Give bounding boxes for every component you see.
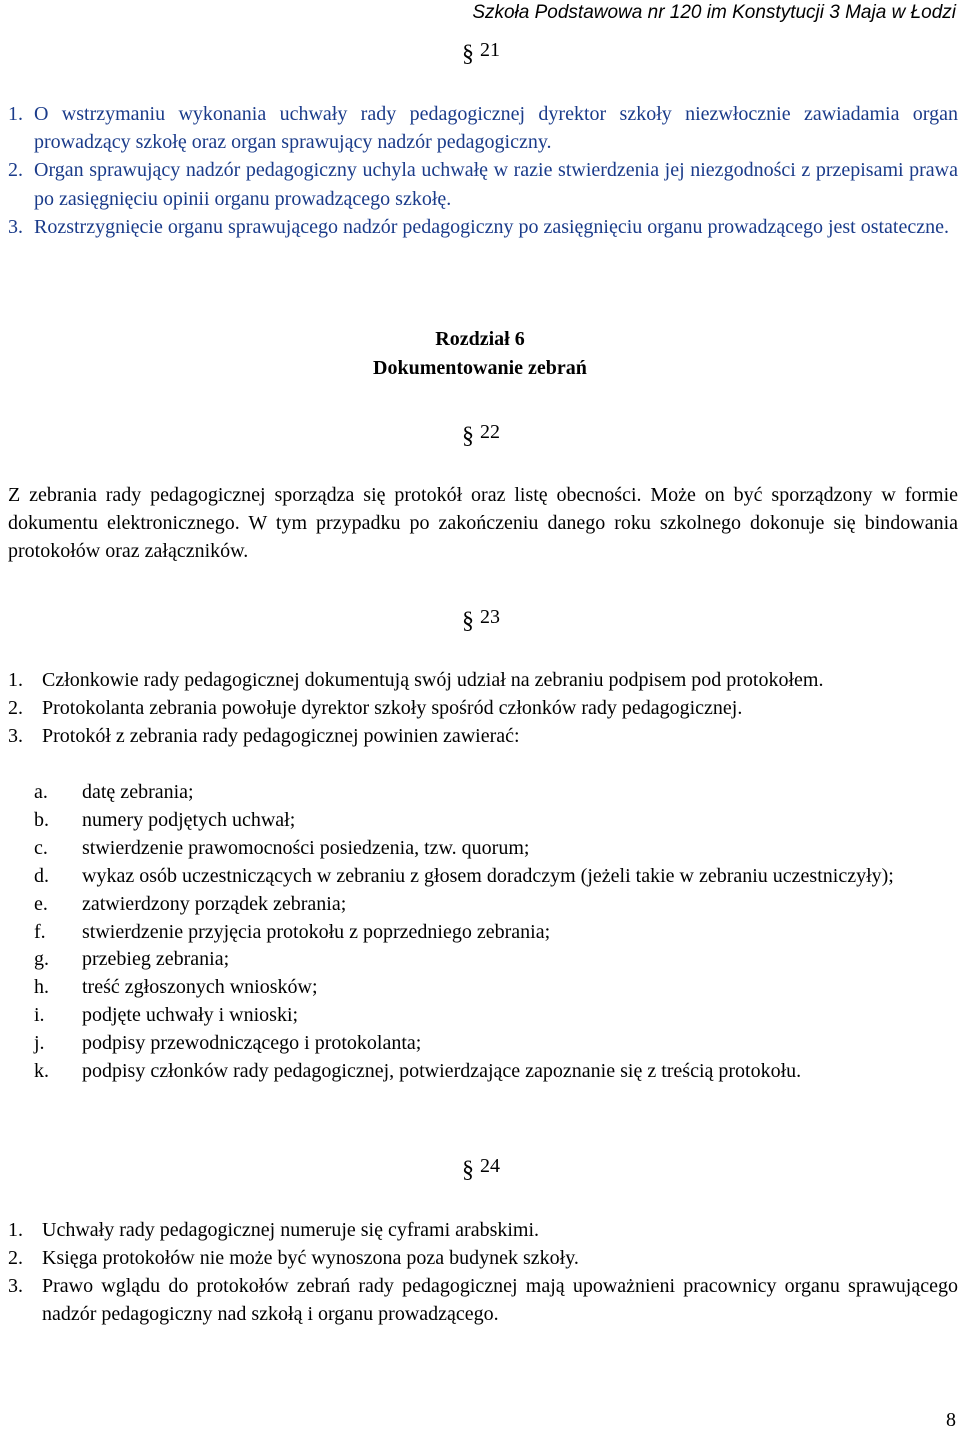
list-item-number: 3. xyxy=(8,215,23,238)
sublist-item xyxy=(8,946,958,974)
sublist-item-text: podpisy przewodniczącego i protokolanta; xyxy=(82,1032,422,1055)
sublist-item xyxy=(8,1030,958,1058)
section-number: 24 xyxy=(480,1155,500,1177)
chapter-title: Dokumentowanie zebrań xyxy=(373,357,587,379)
sublist-item-text: podpisy członków rady pedagogicznej, potwierdzające zapoznanie się z treścią protokołu. xyxy=(82,1060,802,1083)
sublist-item-text: numery podjętych uchwał; xyxy=(82,808,296,831)
list-item xyxy=(8,156,958,212)
list-item-text: Prawo wglądu do protokołów zebrań rady pedagogicznej mają upoważnieni pracownicy organu sprawującego nadzór pedagogiczny nad szkołą i organu prowadzącego. xyxy=(42,1274,958,1325)
list-item-text: Księga protokołów nie może być wynoszona poza budynek szkoły. xyxy=(42,1246,579,1269)
list-item-number: 2. xyxy=(8,1246,23,1269)
list-item-number: 1. xyxy=(8,103,23,125)
sublist-item-text: datę zebrania; xyxy=(82,781,194,803)
list-item xyxy=(8,1245,958,1273)
chapter-number: Rozdział 6 xyxy=(435,328,525,350)
sublist-item-letter: g. xyxy=(34,948,49,971)
list-item xyxy=(8,695,958,723)
sublist-item xyxy=(8,1002,958,1030)
sublist-item xyxy=(8,974,958,1002)
list-item-number: 2. xyxy=(8,696,23,719)
section-number: 21 xyxy=(480,39,500,61)
list-item xyxy=(8,667,958,695)
section-heading-22 xyxy=(462,418,500,450)
section-23-sublist xyxy=(8,779,958,1086)
section-heading-21 xyxy=(462,36,500,68)
section-heading-24 xyxy=(462,1152,500,1184)
section-22-text: Z zebrania rady pedagogicznej sporządza się protokół oraz listę obecności. Może on być sporządzony w formie dokumentu elektronicznego. W tym przypadku po zakończeniu danego roku szkolnego dokonuje się bindowania protokołów oraz załączników. xyxy=(8,484,958,562)
list-item-number: 1. xyxy=(8,1219,23,1241)
list-item-number: 3. xyxy=(8,1274,23,1297)
list-item-text: O wstrzymaniu wykonania uchwały rady pedagogicznej dyrektor szkoły niezwłocznie zawiadamia organ prowadzący szkołę oraz organ sprawujący nadzór pedagogiczny. xyxy=(34,103,958,154)
sublist-item-text: wykaz osób uczestniczących w zebraniu z głosem doradczym (jeżeli takie w zebraniu uczestniczyły); xyxy=(82,864,894,887)
list-item-number: 2. xyxy=(8,159,23,182)
sublist-item-letter: j. xyxy=(34,1032,45,1055)
list-item xyxy=(8,100,958,156)
section-number: 23 xyxy=(480,606,500,628)
section-symbol: § xyxy=(462,41,474,67)
page-number: 8 xyxy=(946,1409,956,1431)
list-item xyxy=(8,213,958,241)
section-symbol: § xyxy=(462,423,474,449)
list-item-text: Protokół z zebrania rady pedagogicznej powinien zawierać: xyxy=(42,724,520,747)
section-symbol: § xyxy=(462,1157,474,1183)
sublist-item-letter: b. xyxy=(34,808,49,831)
sublist-item xyxy=(8,1058,958,1086)
list-item-number: 3. xyxy=(8,724,23,747)
sublist-item xyxy=(8,835,958,863)
sublist-item-letter: f. xyxy=(34,920,46,943)
sublist-item xyxy=(8,919,958,947)
sublist-item-letter: a. xyxy=(34,781,48,803)
list-item-text: Uchwały rady pedagogicznej numeruje się cyframi arabskimi. xyxy=(42,1219,540,1241)
sublist-item-letter: d. xyxy=(34,864,49,887)
sublist-item-letter: c. xyxy=(34,836,48,859)
list-item xyxy=(8,1273,958,1329)
sublist-item-text: przebieg zebrania; xyxy=(82,948,230,971)
sublist-item-text: treść zgłoszonych wniosków; xyxy=(82,976,318,999)
sublist-item-text: stwierdzenie przyjęcia protokołu z poprzedniego zebrania; xyxy=(82,920,551,943)
list-item-number: 1. xyxy=(8,669,23,691)
sublist-item-letter: h. xyxy=(34,976,49,999)
section-heading-23 xyxy=(462,603,500,635)
sublist-item xyxy=(8,779,958,807)
list-item-text: Organ sprawujący nadzór pedagogiczny uchyla uchwałę w razie stwierdzenia jej niezgodności z przepisami prawa po zasięgnięciu opinii organu prowadzącego szkołę. xyxy=(34,159,958,210)
list-item-text: Rozstrzygnięcie organu sprawującego nadzór pedagogiczny po zasięgnięciu organu prowadzącego jest ostateczne. xyxy=(34,215,949,238)
sublist-item-text: podjęte uchwały i wnioski; xyxy=(82,1004,299,1027)
section-23-list xyxy=(8,667,958,751)
sublist-item xyxy=(8,891,958,919)
section-number: 22 xyxy=(480,421,500,443)
sublist-item-letter: e. xyxy=(34,892,48,915)
sublist-item xyxy=(8,863,958,891)
list-item-text: Protokolanta zebrania powołuje dyrektor szkoły spośród członków rady pedagogicznej. xyxy=(42,696,743,719)
document-header: Szkoła Podstawowa nr 120 im Konstytucji 3 Maja w Łodzi xyxy=(472,2,956,23)
sublist-item xyxy=(8,807,958,835)
sublist-item-text: stwierdzenie prawomocności posiedzenia, tzw. quorum; xyxy=(82,836,530,859)
sublist-item-letter: k. xyxy=(34,1060,49,1083)
section-symbol: § xyxy=(462,608,474,634)
list-item-text: Członkowie rady pedagogicznej dokumentują swój udział na zebraniu podpisem pod protokołem. xyxy=(42,669,824,691)
section-21-list xyxy=(8,100,958,241)
list-item xyxy=(8,723,958,751)
list-item xyxy=(8,1217,958,1245)
sublist-item-text: zatwierdzony porządek zebrania; xyxy=(82,892,347,915)
sublist-item-letter: i. xyxy=(34,1004,45,1027)
section-24-list xyxy=(8,1217,958,1329)
